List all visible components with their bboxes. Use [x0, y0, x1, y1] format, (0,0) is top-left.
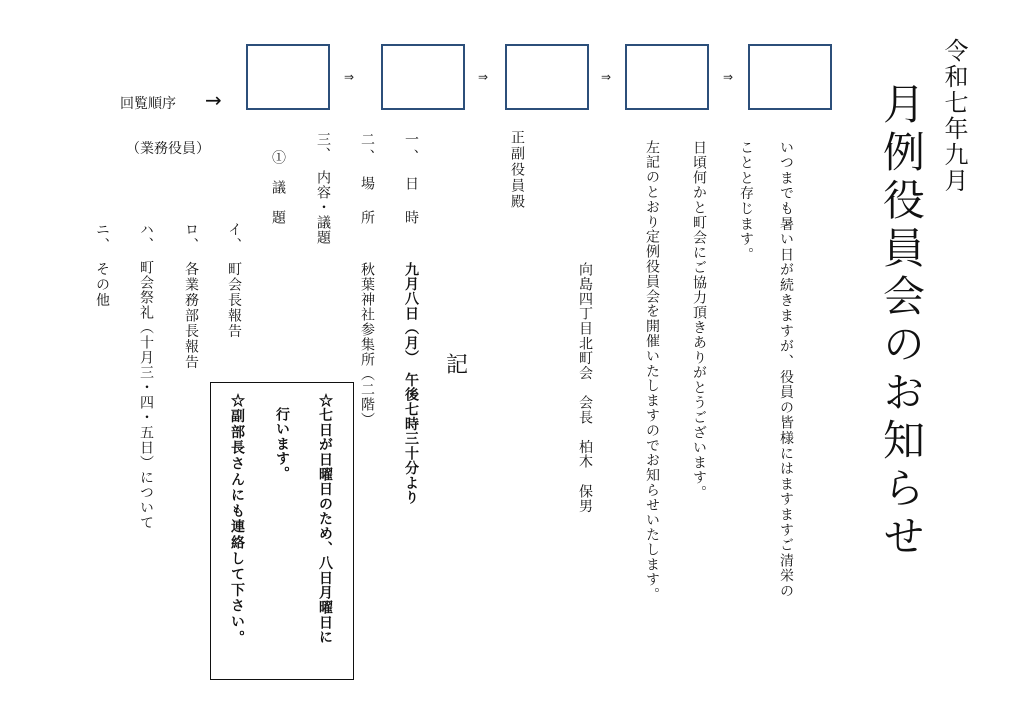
routing-sub-label: （業務役員）	[126, 141, 210, 157]
datetime-value: 九月八日（月） 午後七時三十分より	[403, 262, 419, 505]
document-title: 月例役員会のお知らせ	[877, 82, 926, 562]
sender: 向島四丁目北町会 会長 柏木 保男	[577, 262, 593, 514]
step-arrow-icon: ⇒	[601, 70, 612, 84]
document-date: 令和七年九月	[940, 38, 968, 194]
greeting-line-4: 左記のとおり定例役員会を開催いたしますのでお知らせいたします。	[644, 140, 660, 602]
stamp-box	[625, 44, 709, 110]
agenda-item: ハ、 町会祭礼（十月三・四・五日）について	[138, 222, 154, 530]
stamp-box	[748, 44, 832, 110]
stamp-box	[505, 44, 589, 110]
ki-mark: 記	[446, 353, 469, 378]
greeting-line-2: ことと存じます。	[738, 140, 754, 263]
content-label: 三、 内容・議題	[315, 132, 331, 245]
stamp-box	[246, 44, 330, 110]
step-arrow-icon: ⇒	[478, 70, 489, 84]
greeting-line-3: 日頃何かと町会にご協力頂きありがとうございます。	[691, 140, 707, 500]
agenda-item: ニ、 その他	[94, 222, 110, 308]
step-arrow-icon: ⇒	[344, 70, 355, 84]
agenda-item: ロ、 各業務部長報告	[183, 222, 199, 370]
addressee: 正副役員殿	[509, 130, 525, 210]
routing-label: 回覧順序	[120, 96, 176, 112]
agenda-label: ① 議 題	[270, 150, 286, 225]
routing-arrow-icon: →	[205, 88, 222, 112]
note-1-line-2: 行います。	[274, 407, 290, 481]
note-2: ☆副部長さんにも連絡して下さい。	[229, 393, 245, 646]
datetime-label: 一、 日 時	[403, 132, 419, 227]
stamp-box	[381, 44, 465, 110]
greeting-line-1: いつまでも暑い日が続きますが、役員の皆様にはますますご清栄の	[778, 140, 794, 599]
step-arrow-icon: ⇒	[723, 70, 734, 84]
place-label: 二、 場 所	[359, 132, 375, 227]
agenda-item: イ、 町会長報告	[226, 222, 242, 339]
note-1-line-1: ☆七日が日曜日のため、八日月曜日に	[317, 393, 333, 645]
place-value: 秋葉神社参集所（二階）	[359, 262, 375, 427]
